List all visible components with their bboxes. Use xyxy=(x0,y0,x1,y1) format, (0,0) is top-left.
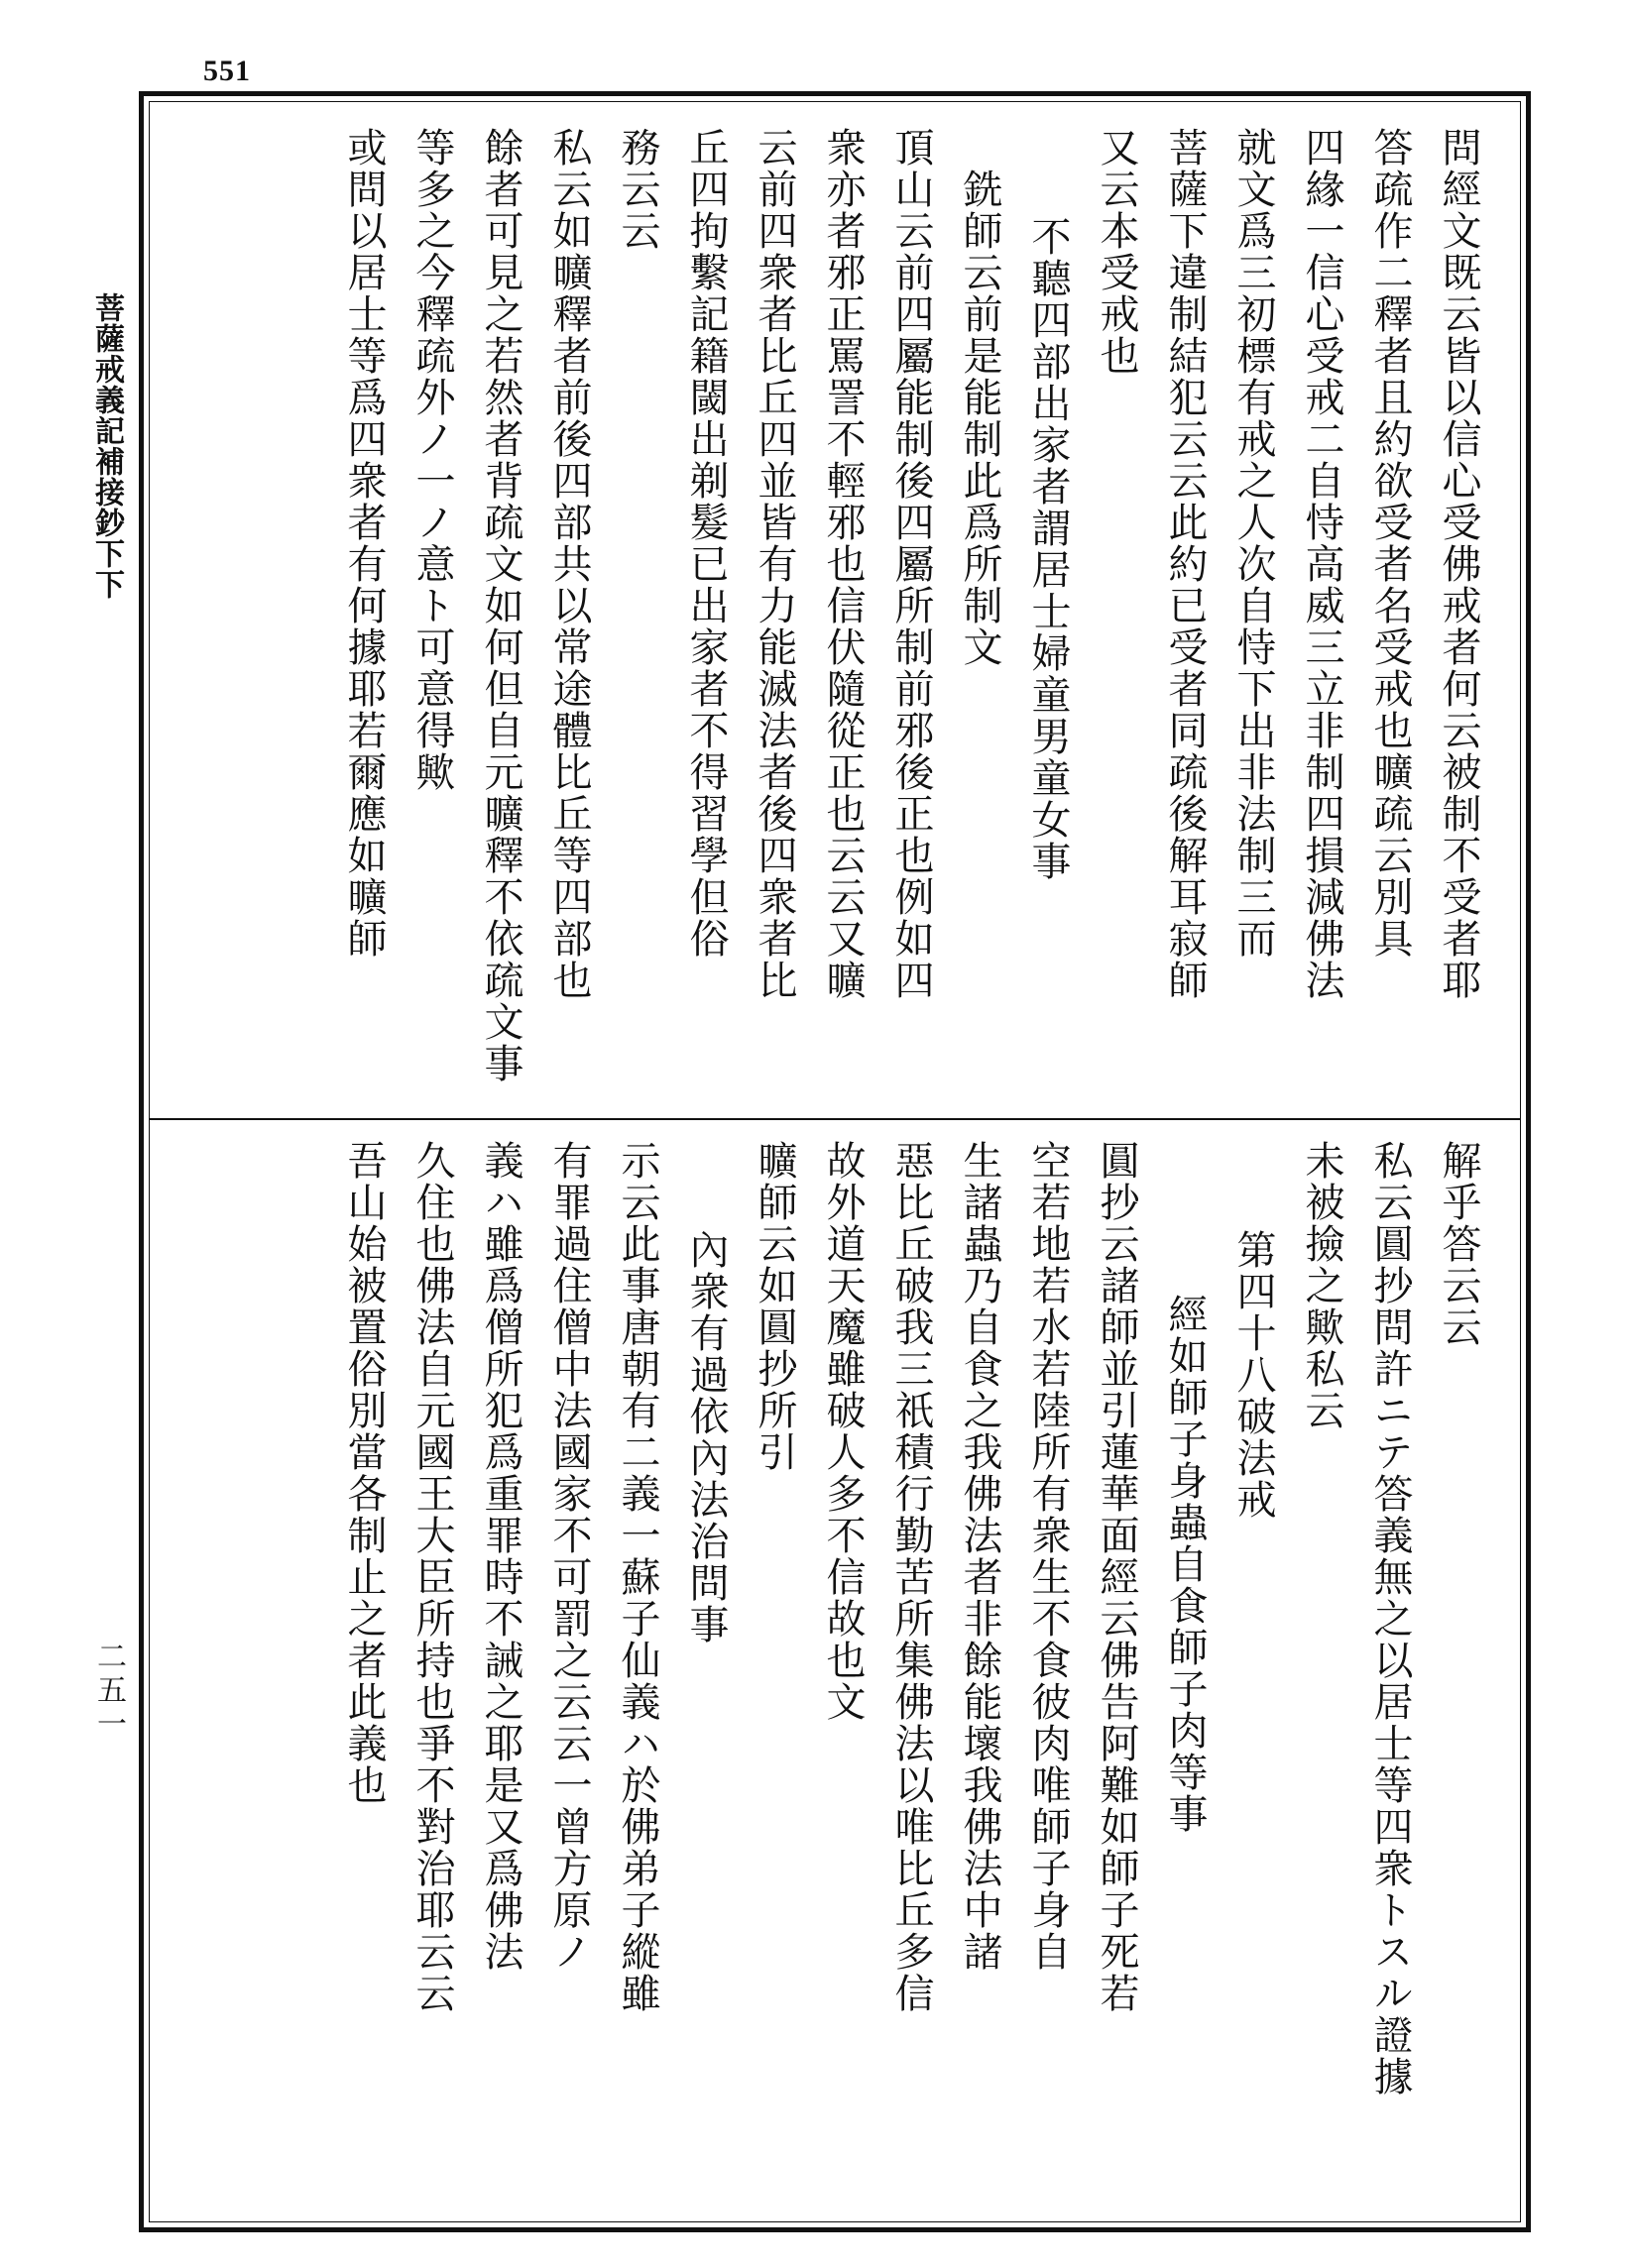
text-column: 丘四拘繫記籍閾出剃髮已出家者不得習學但俗 xyxy=(683,127,729,960)
text-column: 又云本受戒也 xyxy=(1094,127,1139,377)
text-column: 衆亦者邪正罵詈不輕邪也信伏隨從正也云云又曠 xyxy=(820,127,866,1001)
margin-title: 菩薩戒義記補接鈔下下 xyxy=(89,292,124,600)
text-column: 答疏作二釋者且約欲受者名受戒也曠疏云別具 xyxy=(1367,127,1413,960)
text-column: 示云此事唐朝有二義一蘇子仙義ハ於佛弟子縱雖 xyxy=(615,1140,660,2014)
text-column: 義ハ雖爲僧所犯爲重罪時不誡之耶是又爲佛法 xyxy=(478,1140,524,1973)
text-column: 問經文既云皆以信心受佛戒者何云被制不受者耶 xyxy=(1436,127,1481,1001)
text-column: 頂山云前四屬能制後四屬所制前邪後正也例如四 xyxy=(888,127,934,1001)
section-heading: 不聽四部出家者謂居士婦童男童女事 xyxy=(1025,216,1071,882)
text-column: 云前四衆者比丘四並皆有力能滅法者後四衆者比 xyxy=(752,127,797,1001)
text-column: 空若地若水若陸所有衆生不食彼肉唯師子身自 xyxy=(1025,1140,1071,1973)
text-column: 菩薩下違制結犯云云此約已受者同疏後解耳寂師 xyxy=(1162,127,1208,1001)
lower-section xyxy=(154,1140,1492,2211)
text-column: 就文爲三初標有戒之人次自恃下出非法制三而 xyxy=(1230,127,1276,960)
section-heading: 第四十八破法戒 xyxy=(1230,1229,1276,1521)
section-divider xyxy=(149,1118,1521,1120)
text-column: 等多之今釋疏外ノ一ノ意ト可意得歟 xyxy=(409,127,455,793)
text-column: 私云如曠釋者前後四部共以常途體比丘等四部也 xyxy=(546,127,592,1001)
text-column: 故外道天魔雖破人多不信故也文 xyxy=(820,1140,866,1723)
text-column: 有罪過住僧中法國家不可罰之云云一曾方原ノ xyxy=(546,1140,592,1973)
page-number: 551 xyxy=(203,55,251,87)
text-column: 務云云 xyxy=(615,127,660,252)
text-column: 餘者可見之若然者背疏文如何但自元曠釋不依疏文事 xyxy=(478,127,524,1084)
text-column: 曠師云如圓抄所引 xyxy=(752,1140,797,1473)
text-column: 銑師云前是能制此爲所制文 xyxy=(957,169,1002,668)
text-column: 解乎答云云 xyxy=(1436,1140,1481,1348)
section-heading: 經如師子身蟲自食師子肉等事 xyxy=(1162,1294,1208,1835)
upper-section xyxy=(154,127,1492,1103)
text-column: 私云圓抄問許ニテ答義無之以居士等四衆トスル證據 xyxy=(1367,1140,1413,2098)
text-column: 惡比丘破我三祇積行勤苦所集佛法以唯比丘多信 xyxy=(888,1140,934,2014)
margin-folio: 二五一 xyxy=(91,1641,126,1742)
text-column: 吾山始被置俗別當各制止之者此義也 xyxy=(341,1140,387,1806)
text-column: 生諸蟲乃自食之我佛法者非餘能壞我佛法中諸 xyxy=(957,1140,1002,1973)
text-column: 或問以居士等爲四衆者有何據耶若爾應如曠師 xyxy=(341,127,387,960)
section-heading: 內衆有過依內法治問事 xyxy=(683,1229,729,1645)
text-column: 四緣一信心受戒二自恃高威三立非制四損減佛法 xyxy=(1299,127,1344,1001)
text-column: 未被撿之歟私云 xyxy=(1299,1140,1344,1431)
text-column: 久住也佛法自元國王大臣所持也爭不對治耶云云 xyxy=(409,1140,455,2014)
text-column: 圓抄云諸師並引蓮華面經云佛告阿難如師子死若 xyxy=(1094,1140,1139,2014)
